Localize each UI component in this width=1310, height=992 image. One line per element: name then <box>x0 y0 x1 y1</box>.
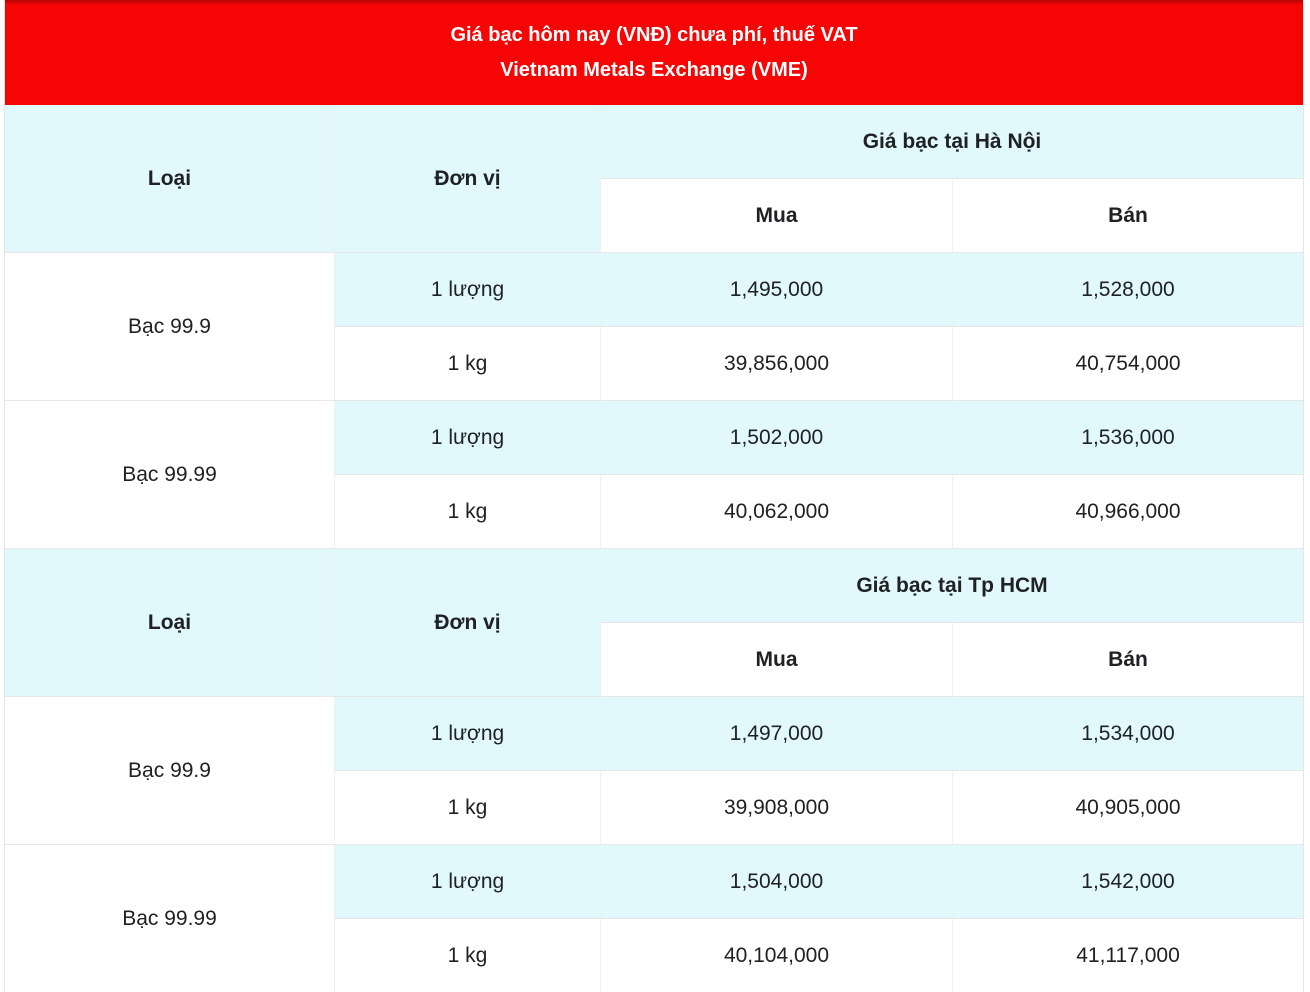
sell-price-cell: 1,528,000 <box>953 253 1304 327</box>
sell-price-cell: 1,536,000 <box>953 401 1304 475</box>
buy-price-cell: 39,908,000 <box>601 771 953 845</box>
table-row <box>5 697 1304 771</box>
silver-price-table-container <box>4 0 1303 992</box>
banner-row <box>5 0 1304 105</box>
type-cell: Bạc 99.9 <box>5 253 335 401</box>
type-cell: Bạc 99.99 <box>5 401 335 549</box>
buy-price-cell: 1,502,000 <box>601 401 953 475</box>
sell-price-cell: 40,905,000 <box>953 771 1304 845</box>
sell-price-cell: 1,534,000 <box>953 697 1304 771</box>
city-header-hanoi: Giá bạc tại Hà Nội <box>601 105 1304 179</box>
unit-cell: 1 lượng <box>335 845 601 919</box>
sell-price-cell: 40,754,000 <box>953 327 1304 401</box>
hcm-header-row-1 <box>5 549 1304 623</box>
type-cell: Bạc 99.9 <box>5 697 335 845</box>
unit-cell: 1 kg <box>335 475 601 549</box>
col-header-sell: Bán <box>953 623 1304 697</box>
unit-cell: 1 lượng <box>335 697 601 771</box>
col-header-type: Loại <box>5 549 335 697</box>
sell-price-cell: 41,117,000 <box>953 919 1304 992</box>
buy-price-cell: 1,495,000 <box>601 253 953 327</box>
col-header-buy: Mua <box>601 179 953 253</box>
col-header-sell: Bán <box>953 179 1304 253</box>
silver-price-table <box>4 0 1304 992</box>
unit-cell: 1 lượng <box>335 253 601 327</box>
unit-cell: 1 kg <box>335 919 601 992</box>
col-header-unit: Đơn vị <box>335 549 601 697</box>
table-row <box>5 401 1304 475</box>
buy-price-cell: 1,504,000 <box>601 845 953 919</box>
banner-text-block <box>5 0 1303 105</box>
buy-price-cell: 39,856,000 <box>601 327 953 401</box>
sell-price-cell: 1,542,000 <box>953 845 1304 919</box>
col-header-unit: Đơn vị <box>335 105 601 253</box>
buy-price-cell: 40,104,000 <box>601 919 953 992</box>
sell-price-cell: 40,966,000 <box>953 475 1304 549</box>
buy-price-cell: 1,497,000 <box>601 697 953 771</box>
banner-subtitle: Vietnam Metals Exchange (VME) <box>500 59 808 81</box>
type-cell: Bạc 99.99 <box>5 845 335 992</box>
unit-cell: 1 kg <box>335 327 601 401</box>
buy-price-cell: 40,062,000 <box>601 475 953 549</box>
table-row <box>5 845 1304 919</box>
city-header-hcm: Giá bạc tại Tp HCM <box>601 549 1304 623</box>
col-header-buy: Mua <box>601 623 953 697</box>
table-row <box>5 253 1304 327</box>
banner <box>5 0 1304 105</box>
banner-title: Giá bạc hôm nay (VNĐ) chưa phí, thuế VAT <box>450 24 858 46</box>
hanoi-header-row-1 <box>5 105 1304 179</box>
col-header-type: Loại <box>5 105 335 253</box>
unit-cell: 1 lượng <box>335 401 601 475</box>
unit-cell: 1 kg <box>335 771 601 845</box>
